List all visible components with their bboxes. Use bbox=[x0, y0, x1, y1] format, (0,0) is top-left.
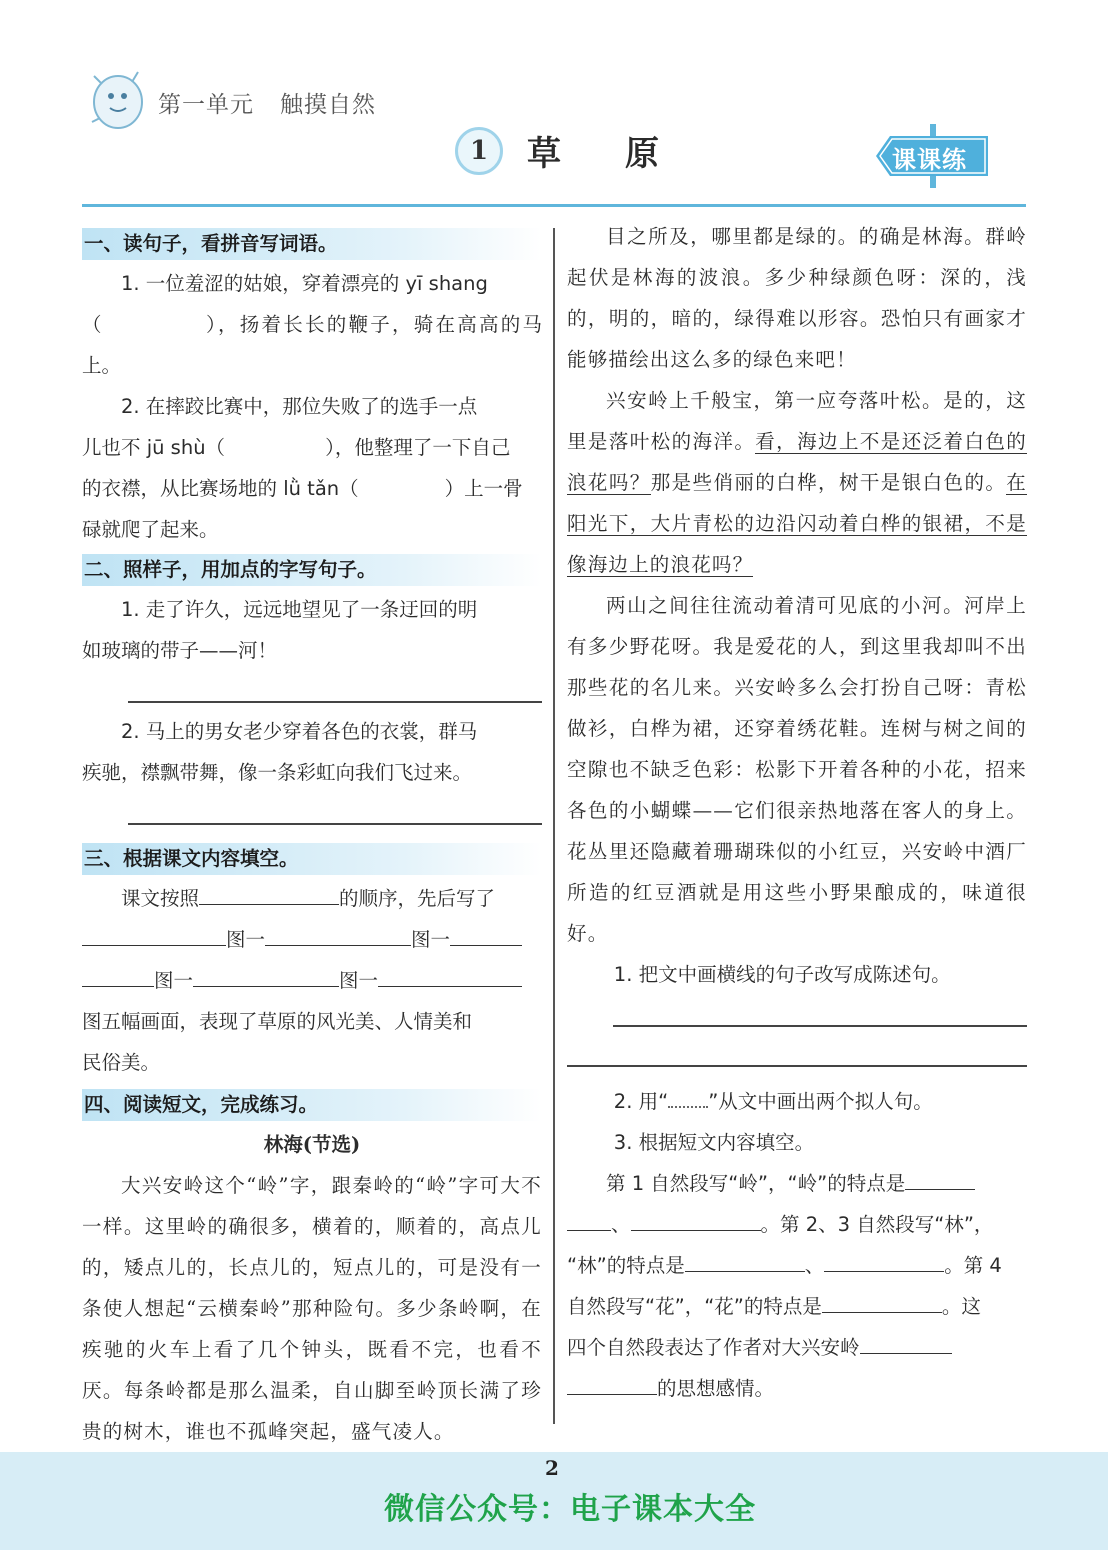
s1-q1-line bbox=[82, 263, 542, 304]
s4-q3-text: 自然段写“花”，“花”的特点是 bbox=[567, 1295, 822, 1318]
s2-q2-line2 bbox=[82, 752, 542, 793]
right-column bbox=[567, 216, 1027, 1409]
s1-q1-text: 1. 一位羞涩的姑娘，穿着漂亮的 yī shang bbox=[121, 272, 488, 295]
p3-text1: 兴安岭上千般宝，第一应夸落叶松。是的，这里是落叶松的海洋。 bbox=[567, 389, 1027, 453]
s2-q1-line2 bbox=[82, 630, 542, 671]
fill-blank[interactable] bbox=[567, 1208, 611, 1231]
practice-tag: 课课练 bbox=[892, 146, 967, 174]
s3-line5 bbox=[82, 1042, 542, 1083]
s3-line1 bbox=[82, 878, 542, 919]
page-number: 2 bbox=[532, 1456, 572, 1490]
s4-q2-text2: ”从文中画出两个拟人句。 bbox=[708, 1090, 933, 1113]
section-3-heading: 三、根据课文内容填空。 bbox=[82, 843, 542, 875]
s3-tu: 图一 bbox=[154, 969, 194, 992]
article-title: 林海(节选) bbox=[263, 1133, 361, 1156]
fill-blank[interactable] bbox=[450, 923, 522, 946]
s2-q2-text2: 疾驰，襟飘带舞，像一条彩虹向我们飞过来。 bbox=[82, 761, 473, 784]
section-4-heading: 四、阅读短文，完成练习。 bbox=[82, 1089, 542, 1121]
s1-q2-text: 2. 在摔跤比赛中，那位失败了的选手一点 bbox=[121, 395, 478, 418]
s3-tu: 图一 bbox=[226, 928, 266, 951]
s2-q2-line bbox=[82, 711, 542, 752]
answer-line-wrap bbox=[567, 1035, 1027, 1075]
s4-q2 bbox=[567, 1081, 1027, 1122]
s4-q3-text: 四个自然段表达了作者对大兴安岭 bbox=[567, 1336, 860, 1359]
fill-blank[interactable] bbox=[685, 1249, 805, 1272]
underlined-sentence-2: 在阳光下，大片青松的边沿闪动着白桦的银裙，不是像海边上的浪花吗？ bbox=[567, 471, 1027, 576]
wavy-line-icon bbox=[668, 1084, 708, 1108]
s3-text3: 图五幅画面，表现了草原的风光美、人情美和 bbox=[82, 1010, 473, 1033]
s4-q3-line5 bbox=[567, 1327, 1027, 1368]
s4-q3-text: “林”的特点是 bbox=[567, 1254, 685, 1277]
p3-text2: 那是些俏丽的白桦，树干是银白色的。 bbox=[650, 471, 1007, 494]
fill-blank[interactable] bbox=[822, 1290, 942, 1313]
s1-q2-text4: 的衣襟，从比赛场地的 lǜ tǎn（ bbox=[82, 477, 359, 500]
s1-q2-line2 bbox=[82, 427, 542, 468]
answer-line-wrap bbox=[82, 671, 542, 711]
article-paragraph-4: 两山之间往往流动着清可见底的小河。河岸上有多少野花呀。我是爱花的人，到这里我却叫不出那些花的名儿来。兴安岭多么会打扮自己呀：青松做衫，白桦为裙，还穿着绣花鞋。连树与树之间的空隙也不缺乏色彩：松影下开着各种的小花，招来各色的小蝴蝶——它们很亲热地落在客人的身上。花丛里还隐藏着珊瑚珠似的小红豆，兴安岭中酒厂所造的红豆酒就是用这些小野果酿成的，味道很好。 bbox=[567, 594, 1027, 945]
fill-blank[interactable] bbox=[905, 1167, 975, 1190]
fill-blank[interactable] bbox=[199, 882, 339, 905]
paren-open: （ bbox=[82, 313, 104, 336]
s1-q2-text3: ），他整理了一下自己 bbox=[325, 436, 511, 459]
s4-q3-text: 第 1 自然段写“岭”，“岭”的特点是 bbox=[606, 1172, 906, 1195]
s4-q3-text: 。这 bbox=[941, 1295, 981, 1318]
unit-heading bbox=[158, 86, 376, 119]
s3-line2 bbox=[82, 919, 542, 960]
s4-q3-line2 bbox=[567, 1204, 1027, 1245]
fill-blank[interactable] bbox=[265, 923, 411, 946]
column-divider bbox=[553, 228, 555, 1424]
s4-q2-text1: 2. 用“ bbox=[613, 1090, 669, 1113]
s1-q1-text2: ），扬着长长的鞭子，骑在高高的马上。 bbox=[82, 313, 542, 377]
s2-q1-text: 1. 走了许久，远远地望见了一条迂回的明 bbox=[121, 598, 478, 621]
s4-q3-line1 bbox=[567, 1163, 1027, 1204]
s3-tu: 图一 bbox=[339, 969, 379, 992]
fill-blank[interactable] bbox=[631, 1208, 761, 1231]
s4-q3-text: 。第 4 bbox=[944, 1254, 1002, 1277]
fill-blank[interactable] bbox=[82, 964, 154, 987]
s1-q2-line4 bbox=[82, 509, 542, 550]
article-paragraph-3 bbox=[567, 380, 1027, 585]
section-1-heading: 一、读句子，看拼音写词语。 bbox=[82, 228, 542, 260]
fill-blank[interactable] bbox=[193, 964, 339, 987]
mascot-illustration bbox=[84, 62, 150, 136]
underlined-sentence-1: 看，海边上不是还泛着白色的浪花吗？ bbox=[567, 430, 1027, 494]
lesson-number: 1 bbox=[455, 127, 503, 175]
s3-tu: 图一 bbox=[411, 928, 451, 951]
answer-line[interactable] bbox=[128, 701, 542, 703]
s3-line3 bbox=[82, 960, 542, 1001]
fill-blank[interactable] bbox=[567, 1372, 657, 1395]
s2-q2-text: 2. 马上的男女老少穿着各色的衣裳，群马 bbox=[121, 720, 478, 743]
unit-label: 第一单元 bbox=[158, 92, 254, 118]
s1-q2-line bbox=[82, 386, 542, 427]
s3-text2: 的顺序，先后写了 bbox=[339, 887, 496, 910]
unit-name: 触摸自然 bbox=[280, 92, 376, 118]
s1-q2-text2: 儿也不 jū shù（ bbox=[82, 436, 226, 459]
s4-q3-text: 、 bbox=[611, 1213, 631, 1236]
section-2-heading: 二、照样子，用加点的字写句子。 bbox=[82, 554, 542, 586]
s2-q1-text2: 如玻璃的带子——河！ bbox=[82, 639, 278, 662]
s3-line4 bbox=[82, 1001, 542, 1042]
s1-q1-line2 bbox=[82, 304, 542, 386]
s4-q3-line4 bbox=[567, 1286, 1027, 1327]
s1-q2-line3 bbox=[82, 468, 542, 509]
answer-line-wrap bbox=[567, 995, 1027, 1035]
answer-line[interactable] bbox=[613, 1025, 1027, 1027]
s4-q3-text: 。第 2、3 自然段写“林”， bbox=[760, 1213, 994, 1236]
s3-text1: 课文按照 bbox=[121, 887, 200, 910]
s4-q1: 1. 把文中画横线的句子改写成陈述句。 bbox=[613, 963, 951, 986]
left-column bbox=[82, 224, 542, 1452]
answer-line[interactable] bbox=[567, 1065, 1027, 1067]
wechat-watermark: 微信公众号：电子课本大全 bbox=[384, 1492, 756, 1527]
s1-q2-text5: ）上一骨 bbox=[444, 477, 523, 500]
s4-q3-line3 bbox=[567, 1245, 1027, 1286]
header-rule bbox=[82, 204, 1026, 207]
fill-blank[interactable] bbox=[378, 964, 522, 987]
answer-line[interactable] bbox=[128, 823, 542, 825]
s1-q2-text6: 碌就爬了起来。 bbox=[82, 518, 219, 541]
s3-text4: 民俗美。 bbox=[82, 1051, 161, 1074]
fill-blank[interactable] bbox=[82, 923, 226, 946]
article-paragraph-2: 目之所及，哪里都是绿的。的确是林海。群岭起伏是林海的波浪。多少种绿颜色呀：深的，浅的，明的，暗的，绿得难以形容。恐怕只有画家才能够描绘出这么多的绿色来吧！ bbox=[567, 225, 1027, 371]
s2-q1-line bbox=[82, 589, 542, 630]
article-paragraph-1: 大兴安岭这个“岭”字，跟秦岭的“岭”字可大不一样。这里岭的确很多，横着的，顺着的，高点儿的，矮点儿的，长点儿的，短点儿的，可是没有一条使人想起“云横秦岭”那种险句。多少条岭啊，在疾驰的火车上看了几个钟头，既看不完，也看不厌。每条岭都是那么温柔，自山脚至岭顶长满了珍贵的树木，谁也不孤峰突起，盛气凌人。 bbox=[82, 1174, 542, 1443]
fill-blank[interactable] bbox=[860, 1331, 952, 1354]
s4-q3-line6 bbox=[567, 1368, 1027, 1409]
s4-q3-text: 、 bbox=[804, 1254, 825, 1277]
lesson-title: 草原 bbox=[527, 134, 723, 174]
answer-line-wrap bbox=[82, 793, 542, 833]
fill-blank[interactable] bbox=[824, 1249, 944, 1272]
s4-q3: 3. 根据短文内容填空。 bbox=[613, 1131, 815, 1154]
s4-q3-text: 的思想感情。 bbox=[657, 1377, 775, 1400]
